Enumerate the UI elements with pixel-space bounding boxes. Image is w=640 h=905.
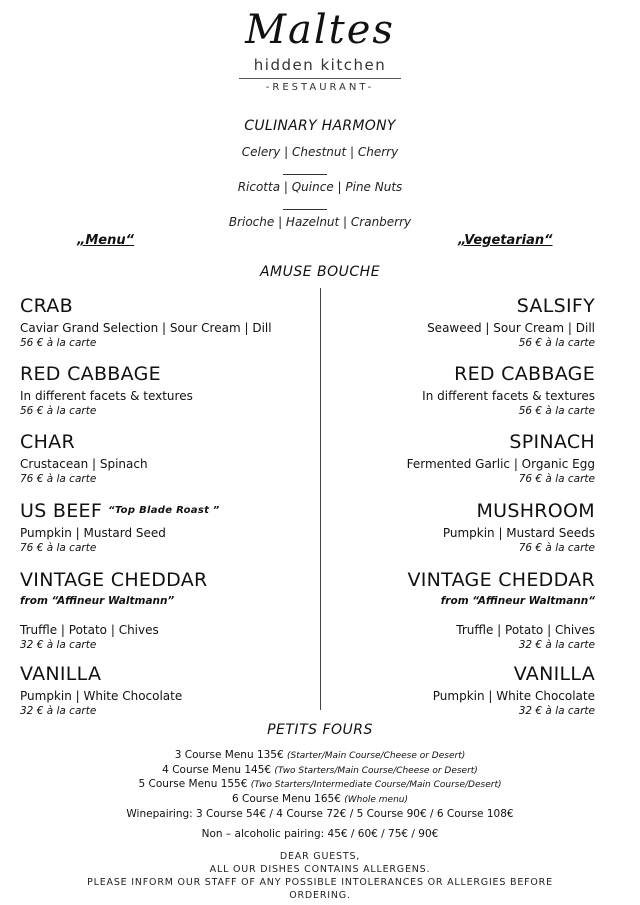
vegetarian-dish (305, 568, 595, 652)
vegetarian-dish (305, 294, 595, 350)
logo-tagline: -RESTAURANT- (265, 82, 375, 93)
dish-description: Truffle | Potato | Chives (456, 623, 595, 637)
dish-price: 32 € à la carte (20, 639, 97, 651)
dish-price: 76 € à la carte (518, 473, 595, 485)
dish-description: Pumpkin | Mustard Seed (20, 526, 166, 540)
dish-price: 56 € à la carte (20, 405, 97, 417)
dish-description: Seaweed | Sour Cream | Dill (427, 321, 595, 335)
dish-price: 32 € à la carte (518, 639, 595, 651)
dish-price: 32 € à la carte (518, 705, 595, 717)
culinary-harmony-title: CULINARY HARMONY (244, 118, 396, 134)
course-name-price: 5 Course Menu 155€ (138, 778, 248, 790)
course-option (0, 749, 640, 761)
dish-price: 32 € à la carte (20, 705, 97, 717)
dish-title: VANILLA (513, 663, 595, 685)
menu-dish (20, 430, 310, 486)
dish-title: SALSIFY (516, 295, 595, 317)
dish-title: VINTAGE CHEDDAR (407, 569, 595, 591)
dish-description: Pumpkin | White Chocolate (20, 689, 183, 703)
dish-title-text: US BEEF (20, 500, 103, 522)
notice-line-1: DEAR GUESTS, (279, 851, 361, 862)
vegetarian-column-label: „Vegetarian“ (458, 233, 553, 248)
dish-description: In different facets & textures (422, 389, 595, 403)
dish-title: RED CABBAGE (20, 363, 161, 385)
course-option (0, 793, 640, 805)
restaurant-logo (0, 6, 640, 93)
course-name-price: 6 Course Menu 165€ (232, 793, 341, 805)
dish-title: SPINACH (509, 431, 595, 453)
menu-dish (20, 662, 310, 718)
logo-subtitle: hidden kitchen (253, 56, 387, 74)
dish-description: Caviar Grand Selection | Sour Cream | Dill (20, 321, 272, 335)
vegetarian-dish (305, 662, 595, 718)
dish-price: 56 € à la carte (518, 337, 595, 349)
dish-description: In different facets & textures (20, 389, 193, 403)
non-alcoholic-line: Non – alcoholic pairing: 45€ / 60€ / 75€ / 90€ (201, 828, 439, 840)
course-name-price: 4 Course Menu 145€ (162, 764, 272, 776)
course-option (0, 764, 640, 776)
course-note: (Starter/Main Course/Cheese or Desert) (287, 751, 466, 761)
course-note: (Two Starters/Intermediate Course/Main Course/Desert) (250, 780, 502, 790)
harmony-line-1: Celery | Chestnut | Cherry (241, 145, 399, 159)
dish-title: CHAR (20, 431, 75, 453)
amuse-bouche-heading: AMUSE BOUCHE (259, 264, 381, 280)
dish-title: RED CABBAGE (454, 363, 595, 385)
logo-script-name: Maltes (245, 7, 395, 53)
course-note: (Whole menu) (344, 795, 408, 805)
menu-dish (20, 362, 310, 418)
harmony-line-2: Ricotta | Quince | Pine Nuts (237, 180, 403, 194)
dish-note: “Top Blade Roast ” (108, 505, 220, 516)
dish-price: 76 € à la carte (20, 473, 97, 485)
dish-description: Pumpkin | Mustard Seeds (442, 526, 595, 540)
notice-line-2: ALL OUR DISHES CONTAINS ALLERGENS. (209, 864, 431, 875)
allergen-notice (0, 850, 640, 902)
notice-line-4: ORDERING. (289, 890, 351, 901)
dish-description: Pumpkin | White Chocolate (432, 689, 595, 703)
harmony-separator-2 (283, 209, 327, 210)
dish-description: Crustacean | Spinach (20, 457, 148, 471)
dish-price: 76 € à la carte (518, 542, 595, 554)
petits-fours-heading: PETITS FOURS (267, 722, 373, 738)
dish-price: 56 € à la carte (518, 405, 595, 417)
menu-column-label: „Menu“ (77, 233, 135, 248)
dish-origin: from “Affineur Waltmann“ (440, 595, 595, 607)
dish-price: 56 € à la carte (20, 337, 97, 349)
logo-divider (239, 78, 401, 79)
menu-dish (20, 499, 310, 555)
course-name-price: 3 Course Menu 135€ (174, 749, 284, 761)
dish-title: MUSHROOM (476, 500, 595, 522)
harmony-line-3: Brioche | Hazelnut | Cranberry (228, 215, 412, 229)
winepairing-line: Winepairing: 3 Course 54€ / 4 Course 72€ / 5 Course 90€ / 6 Course 108€ (126, 808, 514, 820)
dish-origin: from “Affineur Waltmann” (20, 595, 175, 607)
menu-dish (20, 568, 310, 652)
dish-title: VINTAGE CHEDDAR (20, 569, 208, 591)
dish-title: CRAB (20, 295, 73, 317)
vegetarian-dish (305, 430, 595, 486)
dish-description: Truffle | Potato | Chives (20, 623, 159, 637)
notice-line-3: PLEASE INFORM OUR STAFF OF ANY POSSIBLE INTOLERANCES OR ALLERGIES BEFORE (87, 877, 553, 888)
course-option (0, 778, 640, 790)
dish-description: Fermented Garlic | Organic Egg (406, 457, 595, 471)
menu-dish (20, 294, 310, 350)
harmony-separator-1 (283, 174, 327, 175)
dish-title: VANILLA (20, 663, 102, 685)
dish-title (20, 499, 310, 523)
course-note: (Two Starters/Main Course/Cheese or Desert) (274, 766, 478, 776)
vegetarian-dish (305, 499, 595, 555)
vegetarian-dish (305, 362, 595, 418)
dish-price: 76 € à la carte (20, 542, 97, 554)
